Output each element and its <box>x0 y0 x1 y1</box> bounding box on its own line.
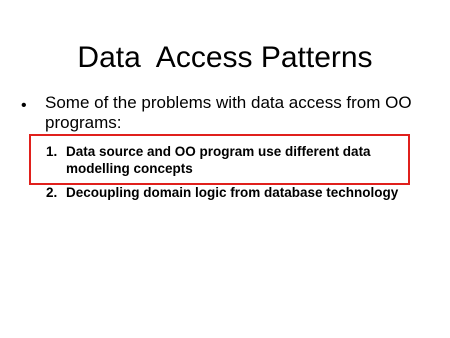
bullet-marker: • <box>21 97 27 114</box>
item-1-number: 1. <box>46 144 58 159</box>
item-1-line-1: Data source and OO program use different data <box>66 144 371 159</box>
item-2-line-1: Decoupling domain logic from database technology <box>66 185 399 200</box>
item-2-number: 2. <box>46 185 58 200</box>
slide-title: Data Access Patterns <box>77 41 373 74</box>
item-1-line-2: modelling concepts <box>66 161 193 176</box>
bullet-text: Some of the problems with data access from OO programs: <box>45 93 412 132</box>
